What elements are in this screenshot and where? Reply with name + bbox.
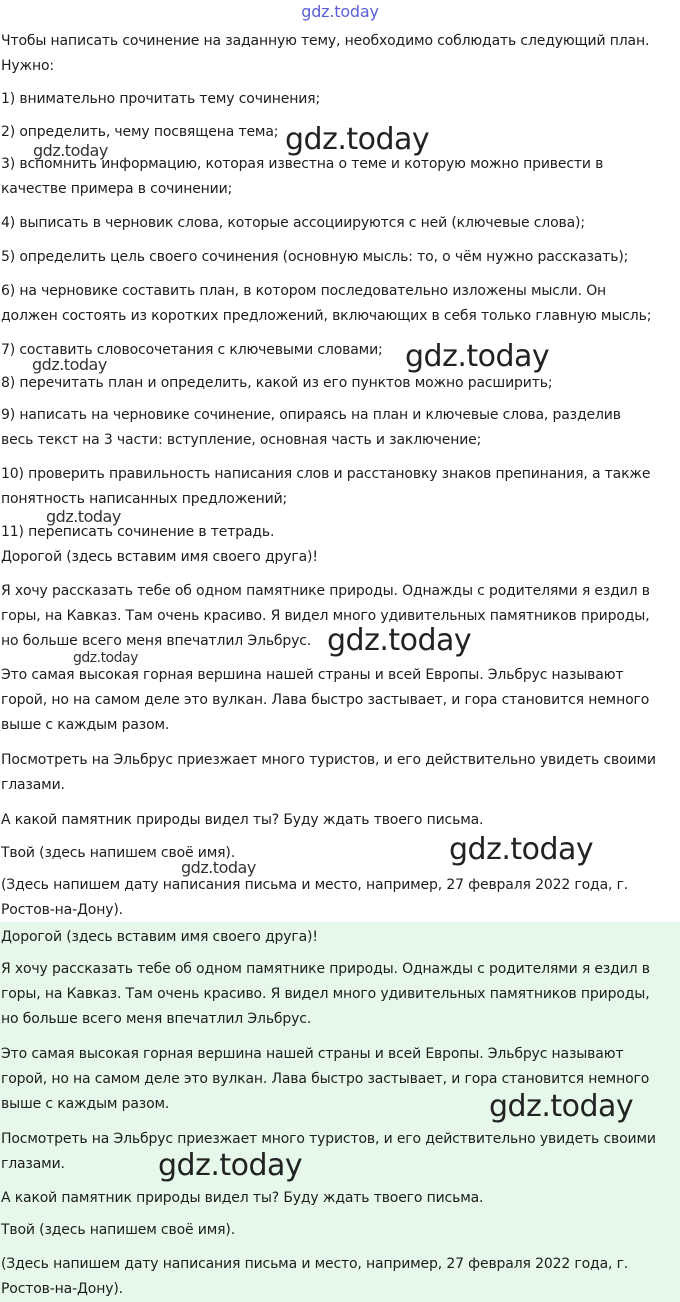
- letter-line: но больше всего меня впечатлил Эльбрус.: [1, 633, 312, 649]
- plan-step-3: [0, 152, 680, 202]
- answer-line: (Здесь напишем дату написания письма и место, например, 27 февраля 2022 года, г.: [1, 1256, 629, 1272]
- letter-paragraph-3: [0, 748, 680, 798]
- letter-line: Я хочу рассказать тебе об одном памятнике природы. Однажды с родителями я ездил в: [1, 583, 650, 599]
- answer-line: Посмотреть на Эльбрус приезжает много туристов, и его действительно увидеть своими: [1, 1131, 656, 1147]
- answer-line: Я хочу рассказать тебе об одном памятнике природы. Однажды с родителями я ездил в: [1, 961, 650, 977]
- plan-intro-line: Нужно:: [1, 58, 54, 74]
- plan-step-line: понятность написанных предложений;: [1, 491, 288, 507]
- letter-line: Ростов-на-Дону).: [1, 902, 123, 918]
- plan-step-11: [0, 520, 680, 545]
- watermark: gdz.today: [489, 1089, 634, 1124]
- letter-line: (Здесь напишем дату написания письма и место, например, 27 февраля 2022 года, г.: [1, 877, 629, 893]
- plan-step-1: [0, 87, 680, 112]
- site-header[interactable]: gdz.today: [301, 2, 379, 21]
- plan-step-5: [0, 245, 680, 270]
- plan-step-9: [0, 403, 680, 453]
- answer-line: выше с каждым разом.: [1, 1096, 170, 1112]
- plan-step-line: 3) вспомнить информацию, которая известна о теме и которую можно привести в: [1, 156, 604, 172]
- letter-line: Посмотреть на Эльбрус приезжает много туристов, и его действительно увидеть своими: [1, 752, 656, 768]
- letter-paragraph-2: [0, 663, 680, 738]
- answer-line: горой, но на самом деле это вулкан. Лава быстро застывает, и гора становится немного: [1, 1071, 650, 1087]
- plan-step-line: 7) составить словосочетания с ключевыми словами;: [1, 342, 383, 358]
- answer-line: горы, на Кавказ. Там очень красиво. Я видел много удивительных памятников природы,: [1, 986, 650, 1002]
- letter-line: Это самая высокая горная вершина нашей страны и всей Европы. Эльбрус называют: [1, 667, 624, 683]
- plan-step-line: должен состоять из коротких предложений, включающих в себя только главную мысль;: [1, 308, 652, 324]
- answer-date: [0, 1252, 680, 1302]
- answer-line: Это самая высокая горная вершина нашей страны и всей Европы. Эльбрус называют: [1, 1046, 624, 1062]
- plan-step-4: [0, 211, 680, 236]
- answer-paragraph-2: [0, 1042, 680, 1117]
- watermark: gdz.today: [327, 623, 472, 658]
- watermark: gdz.today: [158, 1148, 303, 1183]
- watermark: gdz.today: [181, 858, 256, 877]
- watermark: gdz.today: [449, 832, 594, 867]
- answer-paragraph-1: [0, 957, 680, 1032]
- answer-line: но больше всего меня впечатлил Эльбрус.: [1, 1011, 312, 1027]
- plan-step-line: 8) перечитать план и определить, какой из его пунктов можно расширить;: [1, 375, 553, 391]
- letter-paragraph-1: [0, 579, 680, 654]
- plan-step-line: 2) определить, чему посвящена тема;: [1, 124, 279, 140]
- watermark: gdz.today: [32, 355, 107, 374]
- letter-line: горой, но на самом деле это вулкан. Лава быстро застывает, и гора становится немного: [1, 692, 650, 708]
- letter-date: [0, 873, 680, 923]
- plan-step-7: [0, 338, 680, 363]
- plan-step-6: [0, 279, 680, 329]
- answer-paragraph-4: А какой памятник природы видел ты? Буду ждать твоего письма.: [1, 1190, 484, 1206]
- watermark: gdz.today: [285, 122, 430, 157]
- answer-greeting: Дорогой (здесь вставим имя своего друга)!: [1, 929, 318, 945]
- plan-step-10: [0, 462, 680, 512]
- answer-paragraph-3: [0, 1127, 680, 1177]
- plan-step-line: качестве примера в сочинении;: [1, 181, 233, 197]
- watermark: gdz.today: [405, 339, 550, 374]
- plan-step-line: 5) определить цель своего сочинения (основную мысль: то, о чём нужно рассказать);: [1, 249, 629, 265]
- plan-step-2: [0, 120, 680, 145]
- watermark: gdz.today: [33, 141, 108, 160]
- plan-step-line: 1) внимательно прочитать тему сочинения;: [1, 91, 321, 107]
- letter-line: выше с каждым разом.: [1, 717, 170, 733]
- plan-step-line: 6) на черновике составить план, в котором последовательно изложены мысли. Он: [1, 283, 607, 299]
- plan-intro-line: Чтобы написать сочинение на заданную тему, необходимо соблюдать следующий план.: [1, 33, 650, 49]
- letter-paragraph-4: А какой памятник природы видел ты? Буду ждать твоего письма.: [1, 812, 484, 828]
- plan-step-line: 9) написать на черновике сочинение, опираясь на план и ключевые слова, разделив: [1, 407, 621, 423]
- letter-line: глазами.: [1, 777, 65, 793]
- answer-line: Ростов-на-Дону).: [1, 1281, 123, 1297]
- plan-step-8: [0, 371, 680, 396]
- watermark: gdz.today: [46, 507, 121, 526]
- plan-intro: [0, 29, 680, 79]
- letter-line: горы, на Кавказ. Там очень красиво. Я видел много удивительных памятников природы,: [1, 608, 650, 624]
- answer-line: глазами.: [1, 1156, 65, 1172]
- plan-step-line: 10) проверить правильность написания слов и расстановку знаков препинания, а также: [1, 466, 651, 482]
- plan-step-line: 4) выписать в черновик слова, которые ассоциируются с ней (ключевые слова);: [1, 215, 585, 231]
- letter-signature: Твой (здесь напишем своё имя).: [1, 845, 236, 861]
- watermark: gdz.today: [73, 650, 138, 666]
- answer-signature: Твой (здесь напишем своё имя).: [1, 1222, 236, 1238]
- plan-step-line: весь текст на 3 части: вступление, основная часть и заключение;: [1, 432, 482, 448]
- plan-step-line: 11) переписать сочинение в тетрадь.: [1, 524, 275, 540]
- letter-greeting: Дорогой (здесь вставим имя своего друга)!: [1, 549, 318, 565]
